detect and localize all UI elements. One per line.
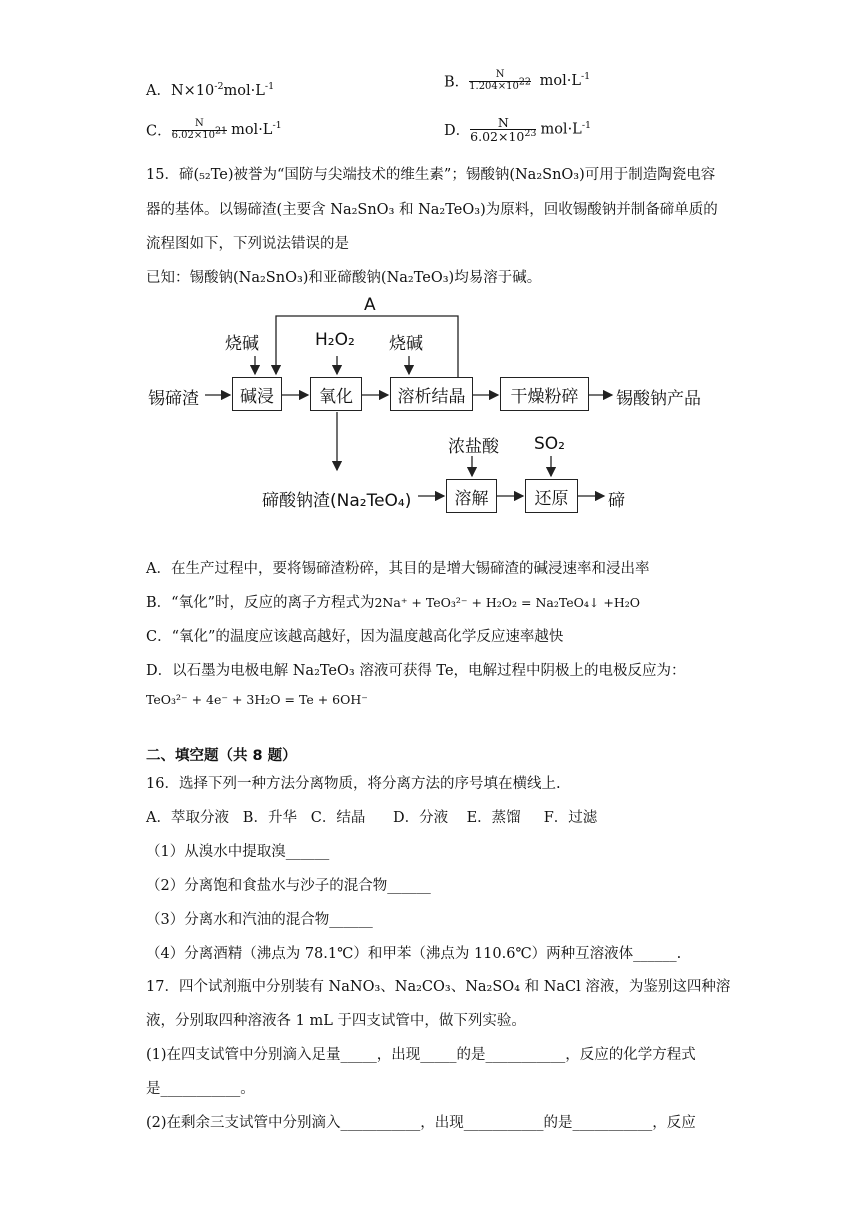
q15-option-d-equation: TeO₃²⁻ + 4e⁻ + 3H₂O = Te + 6OH⁻ (146, 692, 368, 707)
q15-option-d: D．以石墨为电极电解 Na₂TeO₃ 溶液可获得 Te，电解过程中阴极上的电极反应为： (146, 663, 686, 679)
q17-stem-line2: 液，分别取四种溶液各 1 mL 于四支试管中，做下列实验。 (146, 1013, 526, 1029)
q15-stem-line1: 15．碲(₅₂Te)被誉为“国防与尖端技术的维生素”；锡酸钠(Na₂SnO₃)可用于制造陶瓷电容 (146, 167, 716, 183)
caustic-soda-label-1: 烧碱 (225, 334, 259, 354)
section-heading: 二、填空题（共 8 题） (146, 748, 297, 764)
q15-option-a: A．在生产过程中，要将锡碲渣粉碎，其目的是增大锡碲渣的碱浸速率和浸出率 (146, 561, 650, 577)
q15-option-b: B．“氧化”时，反应的离子方程式为2Na⁺ + TeO₃²⁻ + H₂O₂ = Na₂TeO₄↓ +H₂O (146, 595, 640, 611)
start-material: 锡碲渣 (148, 389, 199, 409)
q16-sub1: （1）从溴水中提取溴______ (146, 844, 330, 860)
q14-option-d: D． $\frac{N}{6.02\times 10^{23}}$ $mol\cdot L^{-1}$ (444, 115, 592, 145)
q15-known: 已知：锡酸钠(Na₂SnO₃)和亚碲酸钠(Na₂TeO₃)均易溶于碱。 (146, 270, 542, 286)
q17-part2-line1: (2)在剩余三支试管中分别滴入___________，出现___________的是___________，反应 (146, 1115, 696, 1131)
flow-arrows (0, 0, 860, 540)
q14-option-b: B． $\frac{N}{1.204\times 10^{22}}$ $mol\cdot L^{-1}$ (444, 69, 591, 92)
q14-option-a: A．$N\times 10^{-2}mol\cdot L^{-1}$ (146, 81, 275, 99)
q17-part1-line2: 是___________。 (146, 1081, 255, 1097)
tellurium-label: 碲 (608, 491, 625, 511)
fraction-d: $\frac{N}{6.02\times 10^{23}}$ (470, 115, 537, 145)
hcl-label: 浓盐酸 (448, 437, 499, 457)
q17-part1-line1: (1)在四支试管中分别滴入足量_____，出现_____的是___________，反应的化学方程式 (146, 1047, 696, 1063)
q16-stem: 16．选择下列一种方法分离物质，将分离方法的序号填在横线上. (146, 776, 561, 792)
q16-sub3: （3）分离水和汽油的混合物______ (146, 912, 373, 928)
step-crystallization: 溶析结晶 (390, 377, 473, 411)
q15-option-c: C．“氧化”的温度应该越高越好，因为温度越高化学反应速率越快 (146, 629, 564, 645)
q16-sub4: （4）分离酒精（沸点为 78.1℃）和甲苯（沸点为 110.6℃）两种互溶液体______. (146, 946, 682, 962)
q14-option-c: C． $\frac{N}{6.02\times 10^{21}}$ $mol\cdot L^{-1}$ (146, 118, 282, 141)
q15-stem-line3: 流程图如下，下列说法错误的是 (146, 236, 349, 252)
recycle-label: A (364, 295, 376, 315)
product-label: 锡酸钠产品 (616, 389, 701, 409)
residue-label: 碲酸钠渣(Na₂TeO₄) (262, 491, 412, 511)
step-alkali-leach: 碱浸 (232, 377, 282, 411)
q17-stem-line1: 17．四个试剂瓶中分别装有 NaNO₃、Na₂CO₃、Na₂SO₄ 和 NaCl 溶液，为鉴别这四种溶 (146, 979, 731, 995)
so2-label: SO₂ (534, 434, 565, 454)
step-oxidation: 氧化 (310, 377, 362, 411)
q15-stem-line2: 器的基体。以锡碲渣(主要含 Na₂SnO₃ 和 Na₂TeO₃)为原料，回收锡酸钠并制备碲单质的 (146, 202, 718, 218)
q16-options: A．萃取分液 B．升华 C．结晶 D．分液 E．蒸馏 F．过滤 (146, 810, 598, 826)
q16-sub2: （2）分离饱和食盐水与沙子的混合物______ (146, 878, 431, 894)
step-reduce: 还原 (525, 479, 578, 513)
h2o2-label: H₂O₂ (315, 330, 355, 350)
step-dissolve: 溶解 (446, 479, 497, 513)
fraction-b: $\frac{N}{1.204\times 10^{22}}$ (469, 69, 531, 92)
fraction-c: $\frac{N}{6.02\times 10^{21}}$ (171, 118, 228, 141)
step-dry-grind: 干燥粉碎 (500, 377, 589, 411)
caustic-soda-label-2: 烧碱 (389, 334, 423, 354)
